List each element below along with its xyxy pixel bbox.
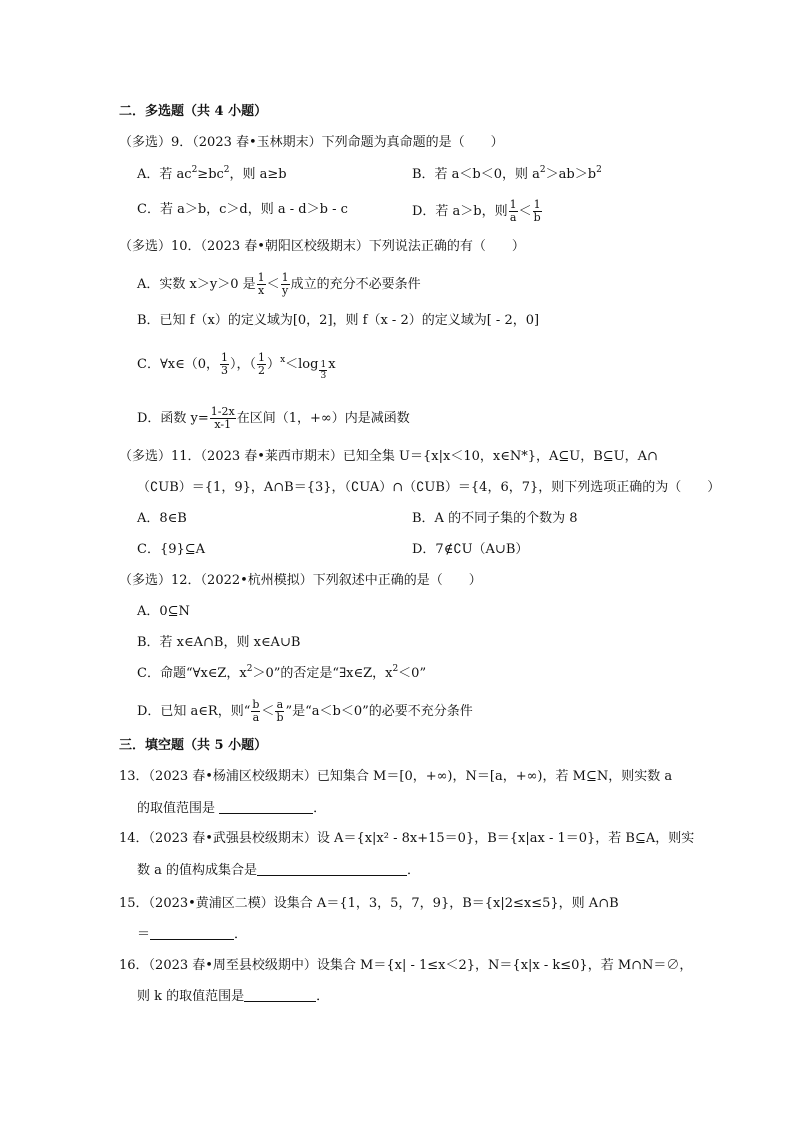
denominator: 3 (320, 371, 327, 381)
opt-text: ＜ (261, 704, 275, 719)
superscript: 2 (539, 165, 546, 175)
question-9-option-b (412, 166, 602, 184)
opt-text: ＜ (266, 277, 280, 292)
question-14-line2 (137, 862, 420, 880)
question-9-stem: （多选）9．（2023 春•玉林期末）下列命题为真命题的是（ ） (119, 135, 504, 150)
question-10-option-a (137, 272, 421, 297)
opt-text: ＞ab＞b (545, 167, 597, 182)
line-text: 数 a 的值构成集合是 (137, 863, 258, 878)
opt-text: ，则 a≥b (229, 167, 287, 182)
line-text: ． (313, 801, 327, 816)
denominator: x (258, 284, 265, 297)
opt-text: ＜log (285, 357, 319, 372)
question-13-line1: 13．（2023 春•杨浦区校级期末）已知集合 M＝[0，+∞)，N＝[a，+∞)，若 M⊆N，则实数 a (119, 769, 673, 784)
question-11-option-c: C．{9}⊆A (137, 542, 206, 557)
fraction (210, 406, 236, 431)
answer-blank (244, 988, 316, 1002)
superscript: 2 (596, 165, 602, 175)
question-11-stem-line2: （∁UB）＝{1，9}，A∩B＝{3}，（∁UA）∩（∁UB）＝{4，6，7}，则下列选项正确的为（ ） (137, 480, 721, 495)
answer-blank (150, 926, 234, 940)
question-11-option-a: A．8∈B (137, 511, 187, 526)
fraction (257, 352, 266, 377)
denominator: b (276, 711, 284, 724)
opt-text: A．若 (137, 167, 177, 182)
denominator: y (282, 284, 289, 297)
opt-text: ＜0” (398, 666, 427, 681)
denominator: a (509, 211, 517, 224)
numerator: 1 (258, 351, 266, 364)
fraction (509, 199, 518, 224)
line-text: 的取值范围是 (137, 801, 220, 816)
question-11-option-d: D．7∉∁U（A∪B） (412, 542, 529, 557)
question-15-line2 (137, 926, 247, 944)
fraction (533, 199, 542, 224)
question-10-option-b: B．已知 f（x）的定义域为[0，2]，则 f（x - 2）的定义域为[ - 2，0] (137, 313, 540, 328)
opt-text: 在区间（1，+∞）内是减函数 (236, 411, 410, 426)
question-9-option-a (137, 166, 287, 184)
numerator: 1 (533, 198, 541, 211)
numerator: 1 (320, 360, 327, 370)
fraction (257, 272, 266, 297)
opt-text: C．命题“∀x∈Z，x (137, 666, 247, 681)
superscript: 2 (246, 664, 253, 674)
line-text: ． (234, 927, 248, 942)
question-11-stem-line1: （多选）11．（2023 春•莱西市期末）已知全集 U＝{x|x＜10，x∈N*}，A⊆U，B⊆U，A∩ (119, 449, 658, 464)
question-9-option-d (412, 199, 543, 224)
question-10-option-d (137, 406, 410, 431)
line-text: ＝ (137, 927, 151, 942)
question-15-line1: 15．（2023•黄浦区二模）设集合 A＝{1，3，5，7，9}，B＝{x|2≤x≤5}，则 A∩B (119, 896, 619, 911)
opt-text: C．∀x∈（0， (137, 357, 220, 372)
fraction (251, 699, 260, 724)
fraction (281, 272, 290, 297)
opt-text: ac (176, 167, 192, 182)
numerator: 1 (221, 351, 229, 364)
opt-text: ＜ (518, 204, 532, 219)
question-12-option-d (137, 699, 473, 724)
opt-text: ），（ (230, 357, 257, 372)
superscript: 2 (392, 664, 399, 674)
line-text: ． (316, 989, 330, 1004)
numerator: a (276, 698, 284, 711)
superscript: x (280, 355, 286, 365)
numerator: b (252, 698, 260, 711)
opt-text: ”是“a＜b＜0”的必要不充分条件 (285, 704, 473, 719)
section-title-fill-in: 三．填空题（共 5 小题） (119, 738, 268, 753)
opt-text: D．函数 y= (137, 411, 209, 426)
denominator: 3 (221, 364, 229, 377)
question-12-option-b: B．若 x∈A∩B，则 x∈A∪B (137, 635, 301, 650)
superscript: 2 (223, 165, 230, 175)
opt-text: A．实数 x＞y＞0 是 (137, 277, 256, 292)
answer-blank (257, 862, 407, 876)
denominator: a (252, 711, 260, 724)
opt-text: D．已知 a∈R，则“ (137, 704, 251, 719)
opt-text: D．若 a＞b，则 (412, 204, 508, 219)
answer-blank (219, 800, 313, 814)
numerator: 1 (257, 271, 265, 284)
denominator: x-1 (214, 418, 232, 431)
denominator: b (533, 211, 541, 224)
fraction (275, 699, 284, 724)
opt-text: ≥bc (197, 167, 224, 182)
question-10-stem: （多选）10．（2023 春•朝阳区校级期末）下列说法正确的有（ ） (119, 239, 525, 254)
opt-text: ＞0”的否定是“∃x∈Z，x (252, 666, 393, 681)
opt-text: x (328, 357, 336, 372)
fraction (220, 352, 229, 377)
question-16-line1: 16．（2023 春•周至县校级期中）设集合 M＝{x| - 1≤x＜2}，N＝{x|x - k≤0}，若 M∩N＝∅， (119, 958, 693, 973)
question-9-option-c: C．若 a＞b，c＞d，则 a - d＞b - c (137, 202, 348, 217)
section-title-multiple-choice: 二．多选题（共 4 小题） (119, 104, 268, 119)
opt-text: B．若 a＜b＜0，则 a (412, 167, 540, 182)
numerator: 1 (281, 271, 289, 284)
numerator: 1-2x (210, 405, 235, 418)
question-11-option-b: B．A 的不同子集的个数为 8 (412, 511, 578, 526)
opt-text: 成立的充分不必要条件 (290, 277, 421, 292)
question-14-line1: 14．（2023 春•武强县校级期末）设 A＝{x|x² - 8x+15＝0}，B＝{x|ax - 1＝0}，若 B⊆A，则实 (119, 831, 695, 846)
question-10-option-c (137, 352, 336, 381)
question-12-stem: （多选）12．（2022•杭州模拟）下列叙述中正确的是（ ） (119, 573, 482, 588)
question-12-option-a: A．0⊆N (137, 604, 190, 619)
denominator: 2 (258, 364, 266, 377)
question-16-line2 (137, 988, 329, 1006)
log-base-fraction (319, 360, 327, 381)
question-12-option-c (137, 665, 426, 683)
numerator: 1 (509, 198, 517, 211)
opt-text: ） (267, 357, 281, 372)
line-text: 则 k 的取值范围是 (137, 989, 245, 1004)
question-13-line2 (137, 800, 326, 818)
line-text: ． (407, 863, 421, 878)
superscript: 2 (191, 165, 198, 175)
